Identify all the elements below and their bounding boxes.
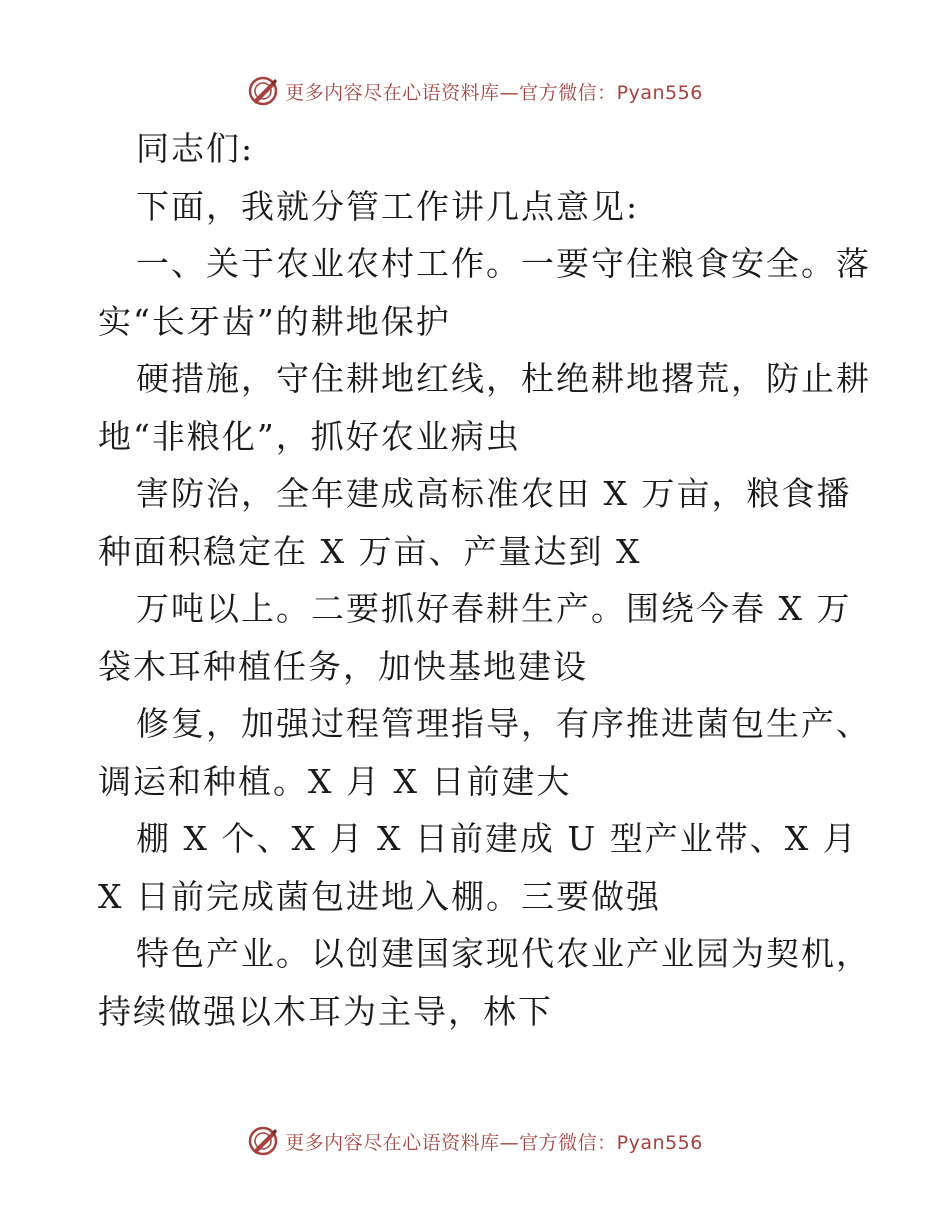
text-line: X 日前完成菌包进地入棚。三要做强 [98, 876, 661, 916]
text-line: 袋木耳种植任务，加快基地建设 [98, 646, 588, 686]
text-line: 下面，我就分管工作讲几点意见: [136, 186, 640, 226]
text-line: 硬措施，守住耕地红线，杜绝耕地撂荒，防止耕 [136, 359, 871, 398]
watermark-text: 更多内容尽在心语资料库—官方微信：Pyan556 [285, 1131, 703, 1154]
watermark-text: 更多内容尽在心语资料库—官方微信：Pyan556 [285, 81, 703, 104]
watermark-footer [0, 1121, 950, 1161]
watermark-header [0, 71, 950, 111]
pen-logo-icon [247, 1125, 279, 1157]
text-line: 修复，加强过程管理指导，有序推进菌包生产、 [136, 704, 871, 743]
text-line: 同志们: [136, 129, 255, 168]
pen-logo-icon [247, 75, 279, 107]
text-line: 万吨以上。二要抓好春耕生产。围绕今春 X 万 [136, 589, 852, 628]
text-line: 棚 X 个、X 月 X 日前建成 U 型产业带、X 月 [136, 819, 858, 858]
text-line: 种面积稳定在 X 万亩、产量达到 X [98, 531, 642, 571]
text-line: 实“长牙齿”的耕地保护 [98, 301, 451, 341]
text-line: 调运和种植。X 月 X 日前建大 [98, 761, 572, 801]
text-line: 持续做强以木耳为主导，林下 [98, 991, 553, 1031]
text-line: 地“非粮化”，抓好农业病虫 [98, 416, 521, 456]
document-body [98, 120, 871, 1040]
text-line: 特色产业。以创建国家现代农业产业园为契机， [136, 934, 871, 973]
text-line: 害防治，全年建成高标准农田 X 万亩，粮食播 [136, 474, 852, 513]
text-line: 一、关于农业农村工作。一要守住粮食安全。落 [136, 244, 871, 283]
